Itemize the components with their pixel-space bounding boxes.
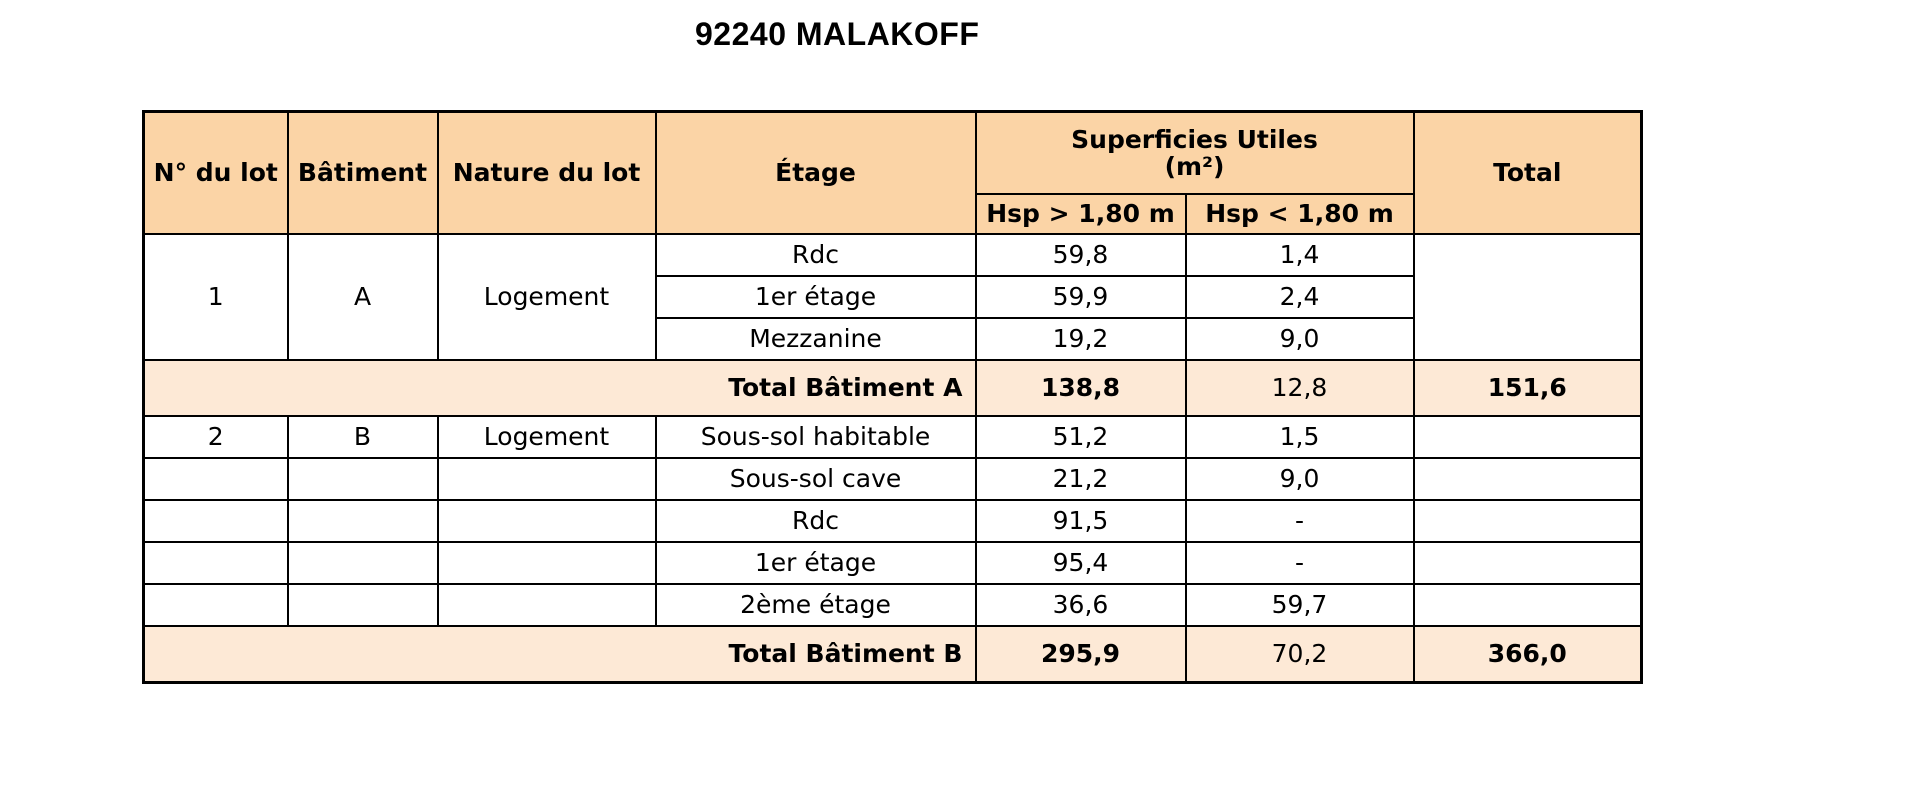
cell-nature (438, 542, 656, 584)
total-row-b (144, 626, 1642, 683)
cell-nature (438, 458, 656, 500)
cell-hsp-sup: 95,4 (976, 542, 1186, 584)
cell-nature (438, 584, 656, 626)
total-row-a (144, 360, 1642, 416)
table-row (144, 500, 1642, 542)
cell-etage: 1er étage (656, 542, 976, 584)
cell-nature: Logement (438, 416, 656, 458)
header-etage: Étage (656, 112, 976, 235)
cell-batiment (288, 584, 438, 626)
table-row (144, 584, 1642, 626)
cell-hsp-inf: 1,5 (1186, 416, 1414, 458)
cell-total (1414, 416, 1642, 458)
cell-nature (438, 500, 656, 542)
total-value: 151,6 (1414, 360, 1642, 416)
header-hsp-inf: Hsp < 1,80 m (1186, 194, 1414, 234)
cell-lot: 1 (144, 234, 288, 360)
page-title: 92240 MALAKOFF (695, 16, 980, 52)
table-row (144, 458, 1642, 500)
cell-hsp-inf: 2,4 (1186, 276, 1414, 318)
cell-total (1414, 542, 1642, 584)
cell-hsp-sup: 21,2 (976, 458, 1186, 500)
header-superficies-line2: (m²) (1164, 152, 1225, 181)
total-value: 366,0 (1414, 626, 1642, 683)
cell-batiment (288, 542, 438, 584)
table-row (144, 234, 1642, 276)
cell-batiment: A (288, 234, 438, 360)
cell-hsp-sup: 19,2 (976, 318, 1186, 360)
header-superficies (976, 112, 1414, 195)
header-hsp-sup: Hsp > 1,80 m (976, 194, 1186, 234)
total-hsp-inf: 12,8 (1186, 360, 1414, 416)
header-lot: N° du lot (144, 112, 288, 235)
header-batiment: Bâtiment (288, 112, 438, 235)
cell-etage: Rdc (656, 500, 976, 542)
cell-lot: 2 (144, 416, 288, 458)
cell-etage: Mezzanine (656, 318, 976, 360)
cell-batiment: B (288, 416, 438, 458)
table-row (144, 416, 1642, 458)
cell-lot (144, 458, 288, 500)
cell-lot (144, 542, 288, 584)
header-nature: Nature du lot (438, 112, 656, 235)
cell-batiment (288, 458, 438, 500)
cell-hsp-sup: 91,5 (976, 500, 1186, 542)
cell-total (1414, 234, 1642, 360)
cell-nature: Logement (438, 234, 656, 360)
surface-table (142, 110, 1643, 684)
total-hsp-inf: 70,2 (1186, 626, 1414, 683)
total-hsp-sup: 295,9 (976, 626, 1186, 683)
cell-batiment (288, 500, 438, 542)
cell-hsp-inf: - (1186, 500, 1414, 542)
cell-total (1414, 500, 1642, 542)
cell-hsp-inf: - (1186, 542, 1414, 584)
total-hsp-sup: 138,8 (976, 360, 1186, 416)
cell-etage: Sous-sol cave (656, 458, 976, 500)
cell-hsp-inf: 1,4 (1186, 234, 1414, 276)
cell-hsp-inf: 9,0 (1186, 458, 1414, 500)
cell-etage: 1er étage (656, 276, 976, 318)
cell-etage: Rdc (656, 234, 976, 276)
cell-lot (144, 500, 288, 542)
cell-etage: 2ème étage (656, 584, 976, 626)
header-total: Total (1414, 112, 1642, 235)
total-label: Total Bâtiment A (144, 360, 976, 416)
cell-hsp-sup: 59,8 (976, 234, 1186, 276)
cell-hsp-sup: 51,2 (976, 416, 1186, 458)
table-row (144, 542, 1642, 584)
header-superficies-line1: Superficies Utiles (1071, 124, 1318, 154)
cell-total (1414, 584, 1642, 626)
cell-hsp-inf: 9,0 (1186, 318, 1414, 360)
cell-total (1414, 458, 1642, 500)
cell-lot (144, 584, 288, 626)
cell-hsp-sup: 36,6 (976, 584, 1186, 626)
cell-hsp-sup: 59,9 (976, 276, 1186, 318)
cell-hsp-inf: 59,7 (1186, 584, 1414, 626)
cell-etage: Sous-sol habitable (656, 416, 976, 458)
header-row (144, 112, 1642, 195)
total-label: Total Bâtiment B (144, 626, 976, 683)
